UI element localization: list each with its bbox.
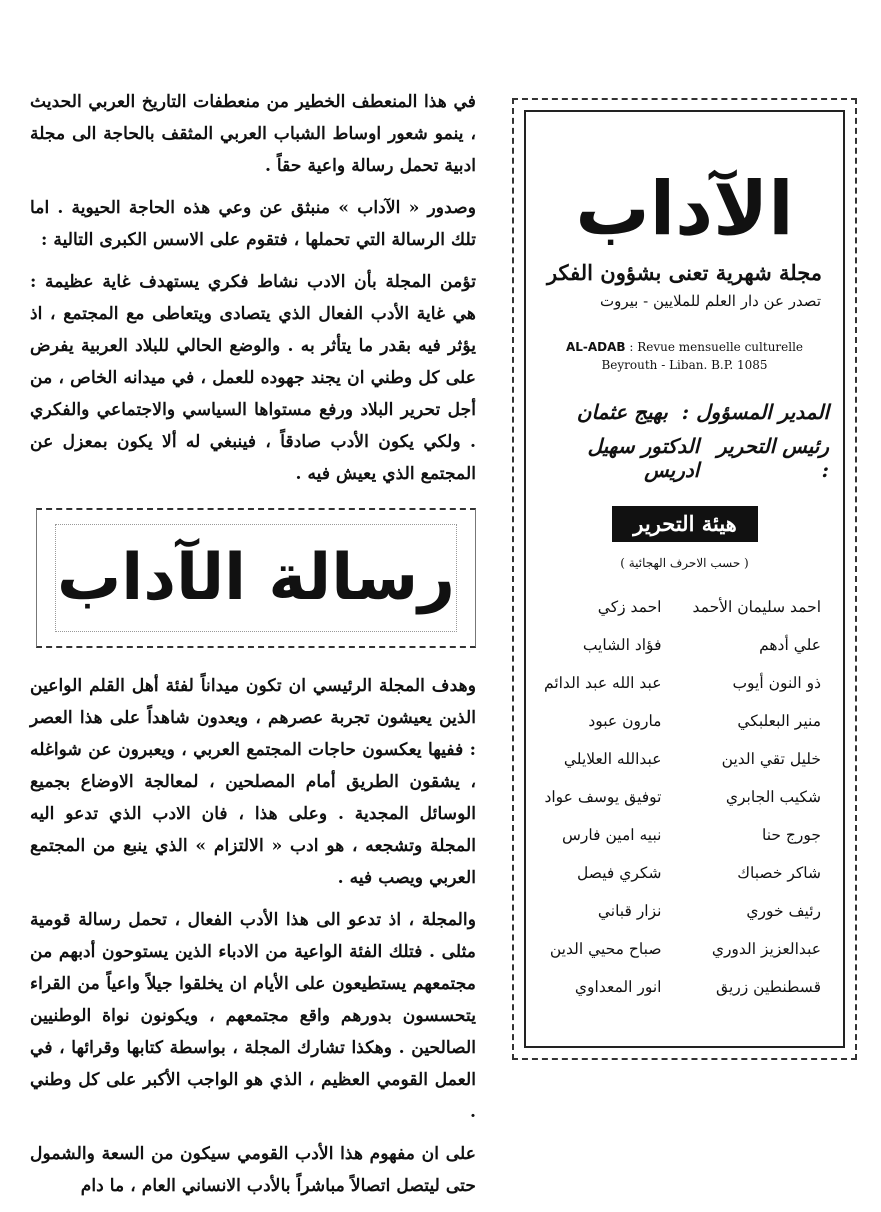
director-row [540, 400, 829, 424]
article-paragraph: على ان مفهوم هذا الأدب القومي سيكون من السعة والشمول حتى ليتصل اتصالاً مباشراً بالأدب الانساني العام ، ما دام [30, 1144, 476, 1196]
board-member: احمد زكي [597, 598, 662, 616]
board-member: توفيق يوسف عواد [544, 788, 662, 806]
board-member: شكيب الجابري [725, 788, 821, 806]
latin-description: : Revue mensuelle culturelle [629, 340, 804, 354]
board-member: نزار قباني [597, 902, 662, 920]
article-column [30, 86, 476, 1212]
board-member: فؤاد الشايب [582, 636, 662, 654]
latin-info [540, 338, 829, 374]
latin-line-1 [540, 338, 829, 356]
latin-name: AL-ADAB [565, 340, 626, 354]
board-member: انور المعداوي [574, 978, 662, 996]
magazine-publisher: تصدر عن دار العلم للملايين - بيروت [600, 292, 821, 310]
board-member: علي أدهم [759, 636, 821, 654]
article-paragraph: تؤمن المجلة بأن الادب نشاط فكري يستهدف غاية عظيمة : هي غاية الأدب الفعال الذي يتصادى ويتعاطى مع المجتمع ، اذ يؤثر فيه بقدر ما يتأثر به . والوضع الحالي للبلاد العربية يفرض على كل وطني ان يجند جهوده للعمل ، في ميدانه الخاص ، من أجل تحرير البلاد ورفع مستواها السياسي والاجتماعي والفكري . ولكي يكون الأدب صادقاً ، فينبغي له ألا يكون بمعزل عن المجتمع الذي يعيش فيه . [30, 272, 476, 484]
section-banner-frame [55, 524, 457, 632]
alphabetical-order-note: ( حسب الاحرف الهجائية ) [620, 556, 749, 570]
latin-address: Beyrouth - Liban. B.P. 1085 [601, 358, 768, 372]
board-member: احمد سليمان الأحمد [692, 598, 821, 616]
board-member: عبدالعزيز الدوري [711, 940, 821, 958]
director-label: المدير المسؤول : [681, 400, 829, 424]
board-member: نبيه امين فارس [562, 826, 662, 844]
board-member: شاكر خصباك [737, 864, 821, 882]
board-member: خليل تقي الدين [721, 750, 821, 768]
board-member: صباح محيي الدين [549, 940, 662, 958]
editorial-board-list [544, 588, 825, 1006]
director-name: بهيج عثمان [576, 400, 668, 424]
editor-row [540, 434, 829, 482]
masthead-frame [524, 110, 845, 1048]
editor-label: رئيس التحرير : [717, 434, 829, 482]
board-member: منير البعلبكي [737, 712, 821, 730]
article-paragraph: وصدور « الآداب » منبثق عن وعي هذه الحاجة الحيوية . اما تلك الرسالة التي تحملها ، فتقوم على الاسس الكبرى التالية : [30, 198, 476, 250]
board-member: عبدالله العلايلي [563, 750, 662, 768]
magazine-title: الآداب [575, 166, 794, 252]
section-banner-title: رسالة الآداب [56, 541, 456, 615]
section-banner [36, 508, 476, 648]
article-paragraph: وهدف المجلة الرئيسي ان تكون ميداناً لفئة أهل القلم الواعين الذين يعيشون تجربة عصرهم ، ويعدون شاهداً على هذا العصر : ففيها يعكسون حاجات المجتمع العربي ، ويعبرون عن شواغله ، يشقون الطريق أمام المصلحين ، لمعالجة الاوضاع بجميع الوسائل المجدية . وعلى هذا ، فان الادب الذي تدعو اليه المجلة وتشجعه ، هو ادب « الالتزام » الذي ينبع من المجتمع العربي ويصب فيه . [30, 676, 476, 888]
article-paragraph: والمجلة ، اذ تدعو الى هذا الأدب الفعال ، تحمل رسالة قومية مثلى . فتلك الفئة الواعية من الادباء الذين يستوحون أدبهم من مجتمعهم يستطيعون على الأيام ان يخلقوا جيلاً واعياً من القراء يتحسسون بدورهم واقع مجتمعهم ، ويكونون نواة الوطنيين الصالحين . وهكذا تشارك المجلة ، بواسطة كتابها وقرائها ، في العمل القومي العظيم ، الذي هو الواجب الأكبر على كل وطني . [30, 910, 476, 1122]
board-member: عبد الله عبد الدائم [544, 674, 662, 692]
board-member: رئيف خوري [746, 902, 821, 920]
board-member: جورج حنا [762, 826, 821, 844]
masthead-box [512, 98, 857, 1060]
board-member: شكري فيصل [577, 864, 662, 882]
editorial-board-label: هيئة التحرير [612, 506, 758, 542]
article-paragraph: في هذا المنعطف الخطير من منعطفات التاريخ العربي الحديث ، ينمو شعور اوساط الشباب العربي المثقف بالحاجة الى مجلة ادبية تحمل رسالة واعية حقاً . [30, 92, 476, 176]
board-member: ذو النون أيوب [732, 674, 821, 692]
board-member: قسطنطين زريق [716, 978, 821, 996]
board-member: مارون عبود [588, 712, 662, 730]
editor-name: الدكتور سهيل ادريس [587, 434, 700, 482]
magazine-subtitle: مجلة شهرية تعنى بشؤون الفكر [546, 260, 823, 285]
